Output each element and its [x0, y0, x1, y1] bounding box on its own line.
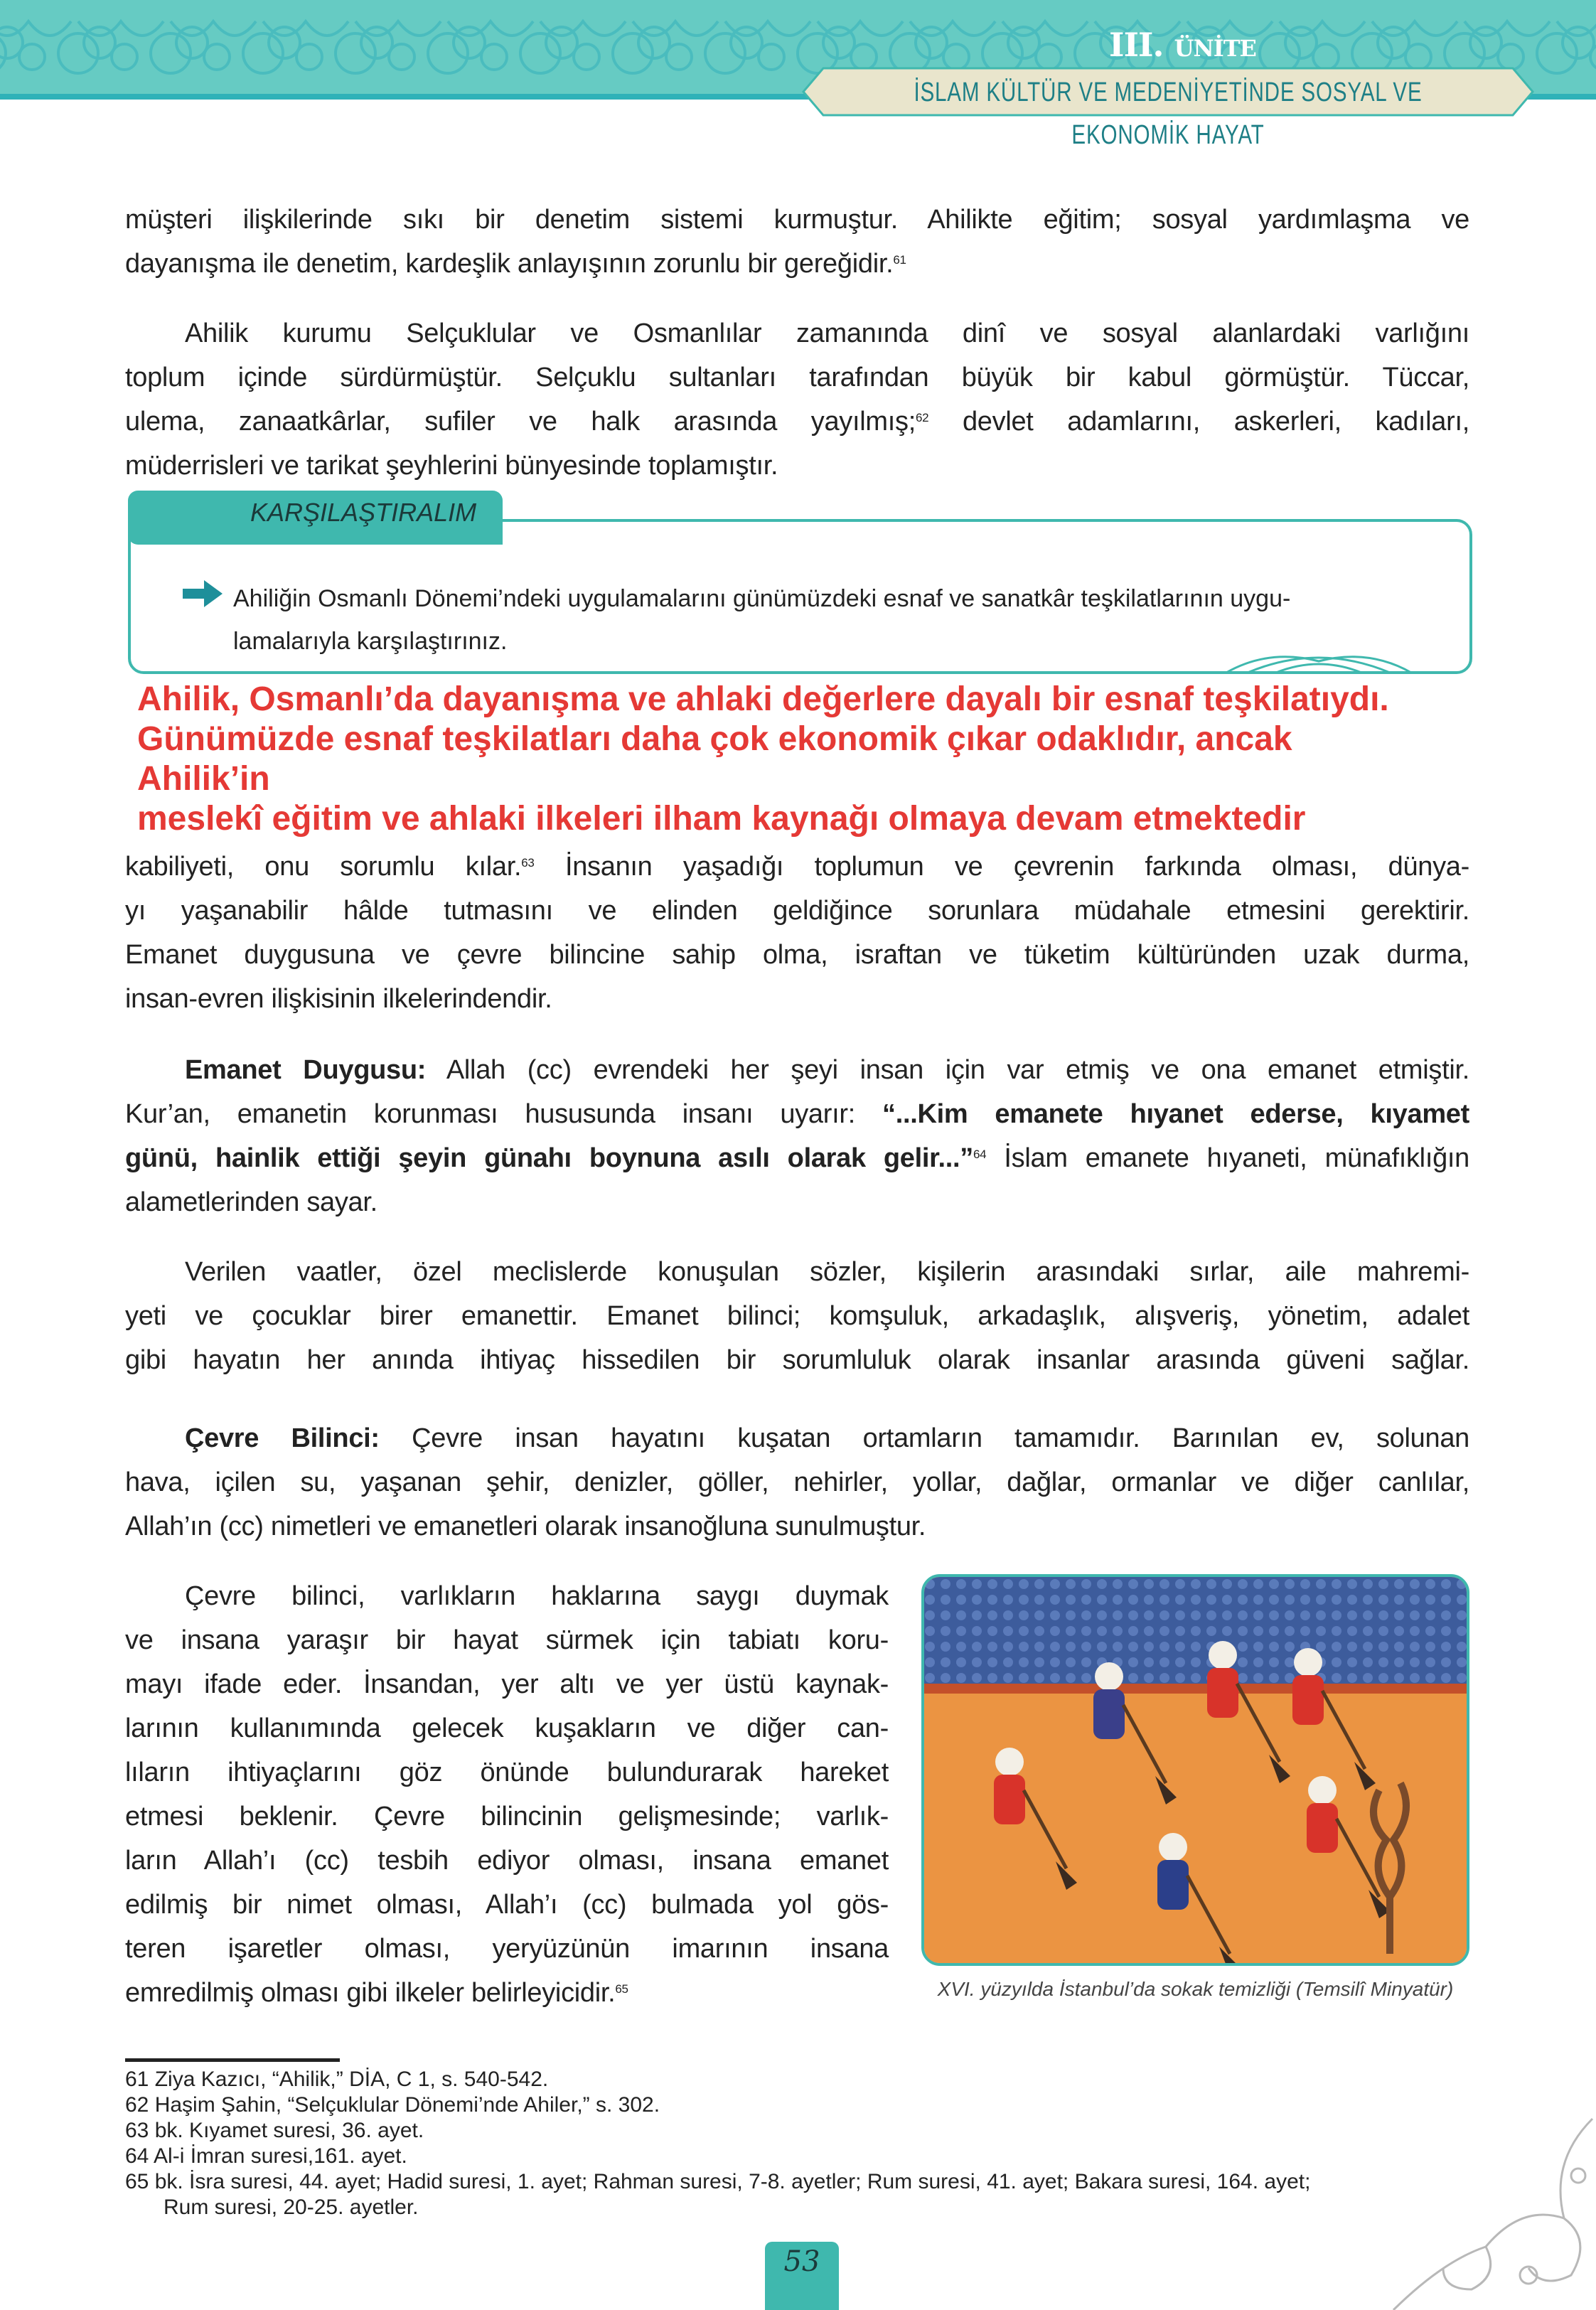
text-line	[125, 1750, 889, 1795]
text-segment: Allah’ın (cc) nimetleri ve emanetleri olarak insanoğluna sunulmuştur.	[125, 1512, 926, 1541]
footnote: 61 Ziya Kazıcı, “Ahilik,” DİA, C 1, s. 540-542.	[125, 2068, 549, 2091]
footnote-ref: 64	[973, 1148, 987, 1161]
text-line	[125, 1927, 889, 1971]
paragraph	[125, 198, 1469, 286]
text-segment: Çevre bilinci, varlıkların haklarına saygı duymak	[185, 1581, 889, 1611]
text-segment: Ahilik kurumu Selçuklular ve Osmanlılar zamanında dinî ve sosyal alanlardaki varlığını	[185, 319, 1469, 348]
text-line	[125, 1795, 889, 1839]
unit-number: III.	[1109, 26, 1164, 64]
text-line	[125, 933, 1469, 977]
page-number: 53	[783, 2245, 820, 2278]
text-line	[125, 400, 1469, 444]
footnote-ref: 65	[615, 1982, 628, 1996]
text-segment: kabiliyeti, onu sorumlu kılar.	[125, 852, 522, 882]
text-segment: emredilmiş olması gibi ilkeler belirleyicidir.	[125, 1978, 616, 2008]
text-line	[125, 977, 1469, 1021]
text-segment: Verilen vaatler, özel meclislerde konuşulan sözler, kişilerin arasındaki sırlar, aile mahremi-	[185, 1257, 1469, 1287]
text-segment: ulema, zanaatkârlar, sufiler ve halk arasında yayılmış;	[125, 407, 916, 437]
text-segment: teren işaretler olması, yeryüzünün imarının insana	[125, 1934, 889, 1964]
text-segment: lıların ihtiyaçlarını göz önünde bulundurarak hareket	[125, 1758, 889, 1787]
text-segment: larının kullanımında gelecek kuşakların ve diğer can-	[125, 1713, 889, 1743]
paragraph	[125, 1416, 1469, 1549]
answer-line: Ahilik’in	[137, 760, 270, 798]
text-segment: dayanışma ile denetim, kardeşlik anlayışının zorunlu bir gereğidir.	[125, 249, 894, 279]
paragraph	[125, 1250, 1469, 1382]
activity-title: KARŞILAŞTIRALIM	[250, 498, 477, 527]
text-segment: hava, içilen su, yaşanan şehir, denizler, göller, nehirler, yollar, dağlar, ormanlar ve diğer canlılar,	[125, 1467, 1469, 1497]
text-segment: alametlerinden sayar.	[125, 1187, 377, 1217]
text-segment: İnsanın yaşadığı toplumun ve çevrenin farkında olması, dünya-	[534, 852, 1469, 882]
text-segment: etmesi beklenir. Çevre bilincinin gelişmesinde; varlık-	[125, 1802, 889, 1832]
text-segment: yı yaşanabilir hâlde tutmasını ve elinden geldiğince sorunlara müdahale etmesini gerektirir.	[125, 896, 1469, 926]
miniature-image	[921, 1574, 1469, 1966]
text-segment: İslam emanete hıyaneti, münafıklığın	[986, 1143, 1469, 1173]
text-segment: Çevre insan hayatını kuşatan ortamların tamamıdır. Barınılan ev, solunan	[379, 1423, 1469, 1453]
text-line	[125, 198, 1469, 242]
text-line	[125, 1092, 1469, 1136]
text-line	[125, 1574, 889, 1618]
text-line	[125, 355, 1469, 400]
footnote: 65 bk. İsra suresi, 44. ayet; Hadid suresi, 1. ayet; Rahman suresi, 7-8. ayetler; Rum suresi, 41. ayet; Bakara suresi, 164. ayet;	[125, 2170, 1311, 2193]
text-line	[125, 1460, 1469, 1504]
unit-word: ÜNİTE	[1174, 35, 1256, 62]
text-line	[125, 845, 1469, 889]
text-segment: gibi hayatın her anında ihtiyaç hissedilen bir sorumluluk olarak insanlar arasında güveni sağlar.	[125, 1345, 1469, 1375]
text-segment: ların Allah’ı (cc) tesbih ediyor olması, insana emanet	[125, 1846, 889, 1876]
paragraph	[125, 845, 1469, 1021]
text-segment: müşteri ilişkilerinde sıkı bir denetim sistemi kurmuştur. Ahilikte eğitim; sosyal yardımlaşma ve	[125, 205, 1469, 235]
text-line	[125, 1294, 1469, 1338]
text-segment: insan-evren ilişkisinin ilkelerindendir.	[125, 984, 552, 1014]
activity-line: Ahiliğin Osmanlı Dönemi’ndeki uygulamalarını günümüzdeki esnaf ve sanatkâr teşkilatlarının uygu-	[233, 585, 1291, 612]
footnote: 64 Al-i İmran suresi,161. ayet.	[125, 2144, 407, 2168]
text-line	[125, 889, 1469, 933]
footnotes	[125, 2067, 1469, 2220]
unit-label	[1109, 26, 1256, 68]
paragraph	[125, 1048, 1469, 1224]
text-line	[125, 1839, 889, 1883]
text-line	[125, 1180, 1469, 1224]
corner-ornament-icon	[1386, 2105, 1596, 2310]
text-segment: ve insana yaraşır bir hayat sürmek için tabiatı koru-	[125, 1625, 889, 1655]
text-segment: Emanet Duygusu:	[185, 1055, 427, 1085]
footnote: 62 Haşim Şahin, “Selçuklular Dönemi’nde Ahiler,” s. 302.	[125, 2093, 660, 2117]
text-line	[125, 1136, 1469, 1180]
answer-overlay	[137, 680, 1467, 839]
text-segment: müderrisleri ve tarikat şeyhlerini bünyesinde toplamıştır.	[125, 451, 778, 481]
text-line	[125, 1706, 889, 1750]
figure-caption: XVI. yüzyılda İstanbul’da sokak temizliği (Temsilî Minyatür)	[937, 1978, 1454, 2000]
footnote: Rum suresi, 20-25. ayetler.	[164, 2196, 419, 2219]
text-segment: günü, hainlik ettiği şeyin günahı boynuna asılı olarak gelir...”	[125, 1143, 974, 1173]
text-segment: Emanet duygusuna ve çevre bilincine sahip olma, israftan ve tüketim kültüründen uzak durma,	[125, 940, 1469, 970]
footnote-divider	[125, 2058, 340, 2062]
text-segment: mayı ifade eder. İnsandan, yer altı ve yer üstü kaynak-	[125, 1669, 889, 1699]
text-segment: edilmiş bir nimet olması, Allah’ı (cc) bulmada yol gös-	[125, 1890, 889, 1920]
text-line	[125, 242, 1469, 286]
ornament-icon	[1219, 648, 1418, 674]
footnote-ref: 62	[915, 411, 929, 424]
answer-line: Günümüzde esnaf teşkilatları daha çok ekonomik çıkar odaklıdır, ancak	[137, 720, 1292, 758]
paragraph	[125, 311, 1469, 488]
text-segment: “...Kim emanete hıyanet ederse, kıyamet	[882, 1099, 1469, 1129]
arrow-right-icon	[181, 577, 224, 610]
text-segment: Çevre Bilinci:	[185, 1423, 380, 1453]
text-line	[125, 311, 1469, 355]
text-line	[125, 1662, 889, 1706]
text-line	[125, 1338, 1469, 1382]
text-line	[125, 444, 1469, 488]
text-segment: devlet adamlarını, askerleri, kadıları,	[928, 407, 1469, 437]
text-segment: yeti ve çocuklar birer emanettir. Emanet bilinci; komşuluk, arkadaşlık, alışveriş, yönetim, adalet	[125, 1301, 1469, 1331]
text-line	[125, 1250, 1469, 1294]
footnote-ref: 61	[893, 253, 906, 267]
footnote-ref: 63	[521, 856, 535, 870]
unit-title: İSLAM KÜLTÜR VE MEDENİYETİNDE SOSYAL VE EKONOMİK HAYAT	[914, 77, 1423, 150]
text-line	[125, 1618, 889, 1662]
text-segment: Allah (cc) evrendeki her şeyi insan için var etmiş ve ona emanet etmiştir.	[426, 1055, 1469, 1085]
answer-line: meslekî eğitim ve ahlaki ilkeleri ilham kaynağı olmaya devam etmektedir	[137, 800, 1306, 838]
text-line	[125, 1883, 889, 1927]
text-segment: toplum içinde sürdürmüştür. Selçuklu sultanları tarafından büyük bir kabul görmüştür. Tüccar,	[125, 363, 1469, 392]
text-line	[125, 1416, 1469, 1460]
footnote: 63 bk. Kıyamet suresi, 36. ayet.	[125, 2119, 424, 2142]
text-line	[125, 1504, 1469, 1549]
answer-line: Ahilik, Osmanlı’da dayanışma ve ahlaki değerlere dayalı bir esnaf teşkilatıydı.	[137, 680, 1389, 718]
text-line	[125, 1048, 1469, 1092]
text-segment: Kur’an, emanetin korunması hususunda insanı uyarır:	[125, 1099, 883, 1129]
text-line	[125, 1971, 889, 2015]
activity-line: lamalarıyla karşılaştırınız.	[233, 628, 508, 655]
paragraph	[125, 1574, 889, 2015]
